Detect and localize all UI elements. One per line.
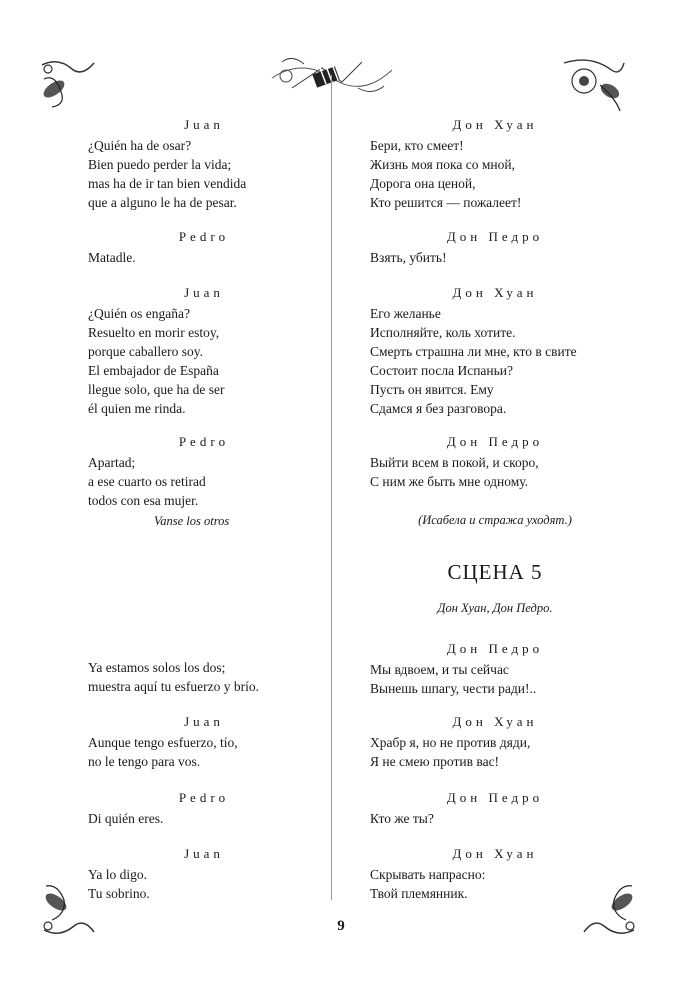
stage-direction: Vanse los otros	[154, 514, 230, 528]
verse-line: todos con esa mujer.	[88, 493, 199, 508]
column-divider	[331, 75, 332, 900]
speaker-name: Juan	[184, 285, 224, 300]
dialogue-block	[370, 116, 620, 212]
verse-line: Я не смею против вас!	[370, 754, 500, 769]
dialogue-block	[88, 116, 320, 212]
verse-line: no le tengo para vos.	[88, 754, 201, 769]
verse-line: Вынешь шпагу, чести ради!..	[370, 681, 537, 696]
dialogue-block	[370, 713, 620, 771]
dialogue-block	[370, 433, 620, 529]
speaker-name: Дон Педро	[446, 790, 544, 805]
verse-line: Твой племянник.	[370, 886, 468, 901]
verse-line: Resuelto en morir estoy,	[88, 325, 220, 340]
speaker-name: Дон Хуан	[452, 117, 538, 132]
verse-line: Смерть страшна ли мне, кто в свите	[370, 344, 577, 359]
verse-line: Ya estamos solos los dos;	[88, 660, 226, 675]
corner-ornament-top-right-icon	[560, 55, 628, 115]
dialogue-block	[88, 713, 320, 771]
speaker-name: Дон Хуан	[452, 714, 538, 729]
verse-line: muestra aquí tu esfuerzo y brío.	[88, 679, 259, 694]
verse-line: Храбр я, но не против дяди,	[370, 735, 531, 750]
verse-line: llegue solo, que ha de ser	[88, 382, 225, 397]
dialogue-block	[370, 284, 620, 418]
verse-line: Исполняйте, коль хотите.	[370, 325, 516, 340]
dialogue-block	[88, 789, 320, 828]
scene-cast: Дон Хуан, Дон Педро.	[437, 601, 553, 615]
speaker-name: Дон Педро	[446, 641, 544, 656]
speaker-name: Дон Хуан	[452, 285, 538, 300]
verse-line: Tu sobrino.	[88, 886, 150, 901]
dialogue-block	[88, 845, 320, 903]
page-number: 9	[337, 918, 345, 934]
verse-line: mas ha de ir tan bien vendida	[88, 176, 247, 191]
verse-line: él quien me rinda.	[88, 401, 186, 416]
dialogue-block	[370, 640, 620, 698]
verse-line: ¿Quién ha de osar?	[88, 138, 192, 153]
speaker-name: Pedro	[178, 790, 230, 805]
speaker-name: Juan	[184, 714, 224, 729]
verse-line: Дорога она ценой,	[370, 176, 476, 191]
speaker-name: Pedro	[178, 229, 230, 244]
verse-line: Кто же ты?	[370, 811, 434, 826]
verse-line: Di quién eres.	[88, 811, 164, 826]
verse-line: Взять, убить!	[370, 250, 447, 265]
verse-line: Выйти всем в покой, и скоро,	[370, 455, 539, 470]
verse-line: Ya lo digo.	[88, 867, 148, 882]
speaker-name: Pedro	[178, 434, 230, 449]
scene-title: СЦЕНА 5	[447, 560, 543, 584]
speaker-name: Дон Хуан	[452, 846, 538, 861]
dialogue-block	[88, 228, 320, 267]
verse-line: Aunque tengo esfuerzo, tío,	[88, 735, 238, 750]
verse-line: Жизнь моя пока со мной,	[370, 157, 515, 172]
head-ornament-icon	[262, 48, 402, 108]
verse-line: porque caballero soy.	[88, 344, 203, 359]
verse-line: Сдамся я без разговора.	[370, 401, 507, 416]
dialogue-block	[88, 658, 320, 696]
speaker-name: Дон Педро	[446, 434, 544, 449]
verse-line: ¿Quién os engaña?	[88, 306, 190, 321]
verse-line: Apartad;	[88, 455, 136, 470]
verse-line: Скрывать напрасно:	[370, 867, 486, 882]
verse-line: a ese cuarto os retirad	[88, 474, 206, 489]
verse-line: Его желанье	[370, 306, 441, 321]
verse-line: Состоит посла Испаньи?	[370, 363, 514, 378]
verse-line: С ним же быть мне одному.	[370, 474, 529, 489]
verse-line: Бери, кто смеет!	[370, 138, 464, 153]
verse-line: El embajador de España	[88, 363, 219, 378]
scene-heading	[370, 560, 620, 617]
corner-ornament-top-left-icon	[38, 55, 98, 110]
dialogue-block	[370, 228, 620, 267]
dialogue-block	[370, 789, 620, 828]
stage-direction: (Исабела и стража уходят.)	[418, 513, 572, 527]
speaker-name: Juan	[184, 846, 224, 861]
speaker-name: Juan	[184, 117, 224, 132]
verse-line: Matadle.	[88, 250, 136, 265]
verse-line: Bien puedo perder la vida;	[88, 157, 232, 172]
verse-line: que a alguno le ha de pesar.	[88, 195, 237, 210]
dialogue-block	[370, 845, 620, 903]
verse-line: Мы вдвоем, и ты сейчас	[370, 662, 509, 677]
dialogue-block	[88, 433, 320, 530]
speaker-name: Дон Педро	[446, 229, 544, 244]
dialogue-block	[88, 284, 320, 418]
verse-line: Пусть он явится. Ему	[370, 382, 494, 397]
verse-line: Кто решится — пожалеет!	[370, 195, 522, 210]
